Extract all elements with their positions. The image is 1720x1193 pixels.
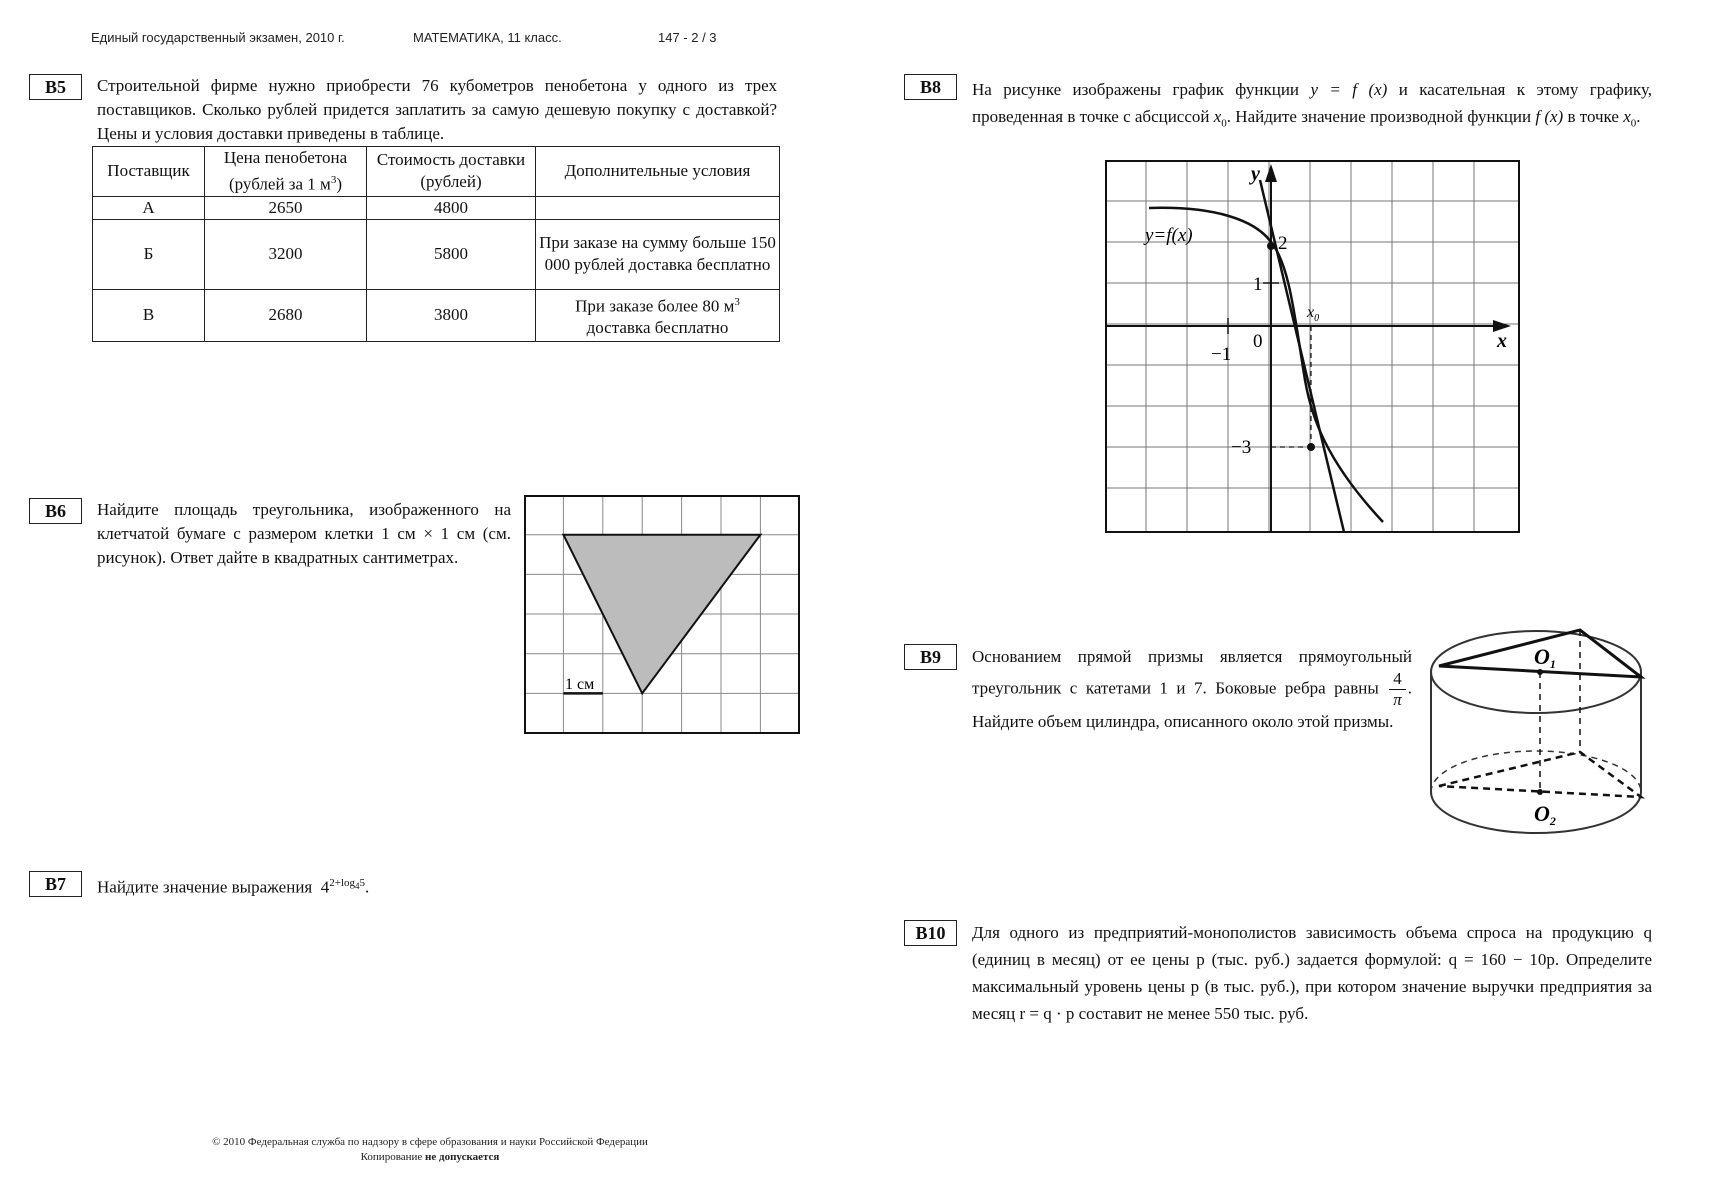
table-row [93,196,780,219]
table-header: Цена пенобетона (рублей за 1 $м^3$) [205,147,367,197]
table-cell: При заказе на сумму больше 150 000 рублей доставка бесплатно [536,219,780,289]
table-cell: При заказе более 80 $м^3$ доставка бесплатно [536,289,780,341]
label-b10: B10 [904,920,957,946]
scale-label: 1 см [565,676,595,693]
table-cell: В [93,289,205,341]
label-b9: B9 [904,644,957,670]
b6-text: Найдите площадь треугольника, изображенного на клетчатой бумаге с размером клетки 1 см × 1 см (см. рисунок). Ответ дайте в квадратных сантиметрах. [97,500,511,567]
b6-grid-figure [524,495,800,734]
tick-2: 2 [1278,233,1288,254]
origin-label: 0 [1253,331,1263,352]
footer [100,1135,760,1165]
x-axis-label: x [1497,330,1507,352]
table-row [93,219,780,289]
header-page: 147 - 2 / 3 [658,30,717,45]
tick-m3: −3 [1231,437,1252,458]
b8-function-graph [1105,160,1521,534]
table-cell: Б [93,219,205,289]
table-cell: А [93,196,205,219]
tick-1: 1 [1253,274,1263,295]
table-header: Дополнительные условия [536,147,780,197]
footer-copyright: © 2010 Федеральная служба по надзору в сфере образования и науки Российской Федерации [212,1136,648,1148]
b5-table [92,146,780,342]
tangent-line [1260,180,1344,532]
table-header: Поставщик [93,147,205,197]
func-label: y=f(x) [1145,225,1193,246]
table-cell: 3800 [367,289,536,341]
header-subject: МАТЕМАТИКА, 11 класс. [413,30,562,45]
table-row [93,289,780,341]
table-cell: 5800 [367,219,536,289]
table-header: Стоимость доставки (рублей) [367,147,536,197]
tangent-point [1307,443,1315,451]
label-b6: B6 [29,498,82,524]
o1-label: O1 [1534,644,1556,671]
graph-grid [1105,160,1519,532]
table-cell [536,196,780,219]
b9-text: Основанием прямой призмы является прямоугольный треугольник с катетами 1 и 7. Боковые ребра равны $\frac{4}{\pi}$ . Найдите объем цилиндра, описанного около этой призмы. [972,647,1412,731]
b7-text: Найдите значение выражения $4^{2+log_45}$. [97,877,370,897]
footer-copy-note: Копирование не допускается [360,1151,500,1163]
b8-text: На рисунке изображены график функции y = f (x) и касательная к этому графику, проведенная в точке с абсциссой $x_0$. Найдите значение производной функции f (x) в точке $x_0$. [972,80,1652,130]
b10-text: Для одного из предприятий-монополистов зависимость объема спроса на продукцию q (единиц в месяц) от ее цены p (тыс. руб.) задается формулой: q = 160 − 10p. Определите максимальный уровень цены p (в тыс. руб.), при котором значение выручки предприятия за месяц r = q · p составит не менее 550 тыс. руб. [972,923,1652,1023]
label-b5: B5 [29,74,82,100]
b9-cylinder-figure [1430,624,1650,842]
header-exam: Единый государственный экзамен, 2010 г. [91,30,345,45]
table-header-row [93,147,780,197]
table-cell: 2680 [205,289,367,341]
label-b8: B8 [904,74,957,100]
x0-label: $x_0$ [1307,304,1320,324]
o2-label: O2 [1534,801,1556,828]
table-cell: 2650 [205,196,367,219]
table-cell: 4800 [367,196,536,219]
label-b7: B7 [29,871,82,897]
tick-m1: −1 [1211,344,1232,365]
y-axis-label: y [1251,163,1260,185]
b5-text: Строительной фирме нужно приобрести 76 кубометров пенобетона у одного из трех поставщиков. Сколько рублей придется заплатить за самую дешевую покупку с доставкой? Цены и условия доставки приведены в таблице. [97,76,777,143]
table-cell: 3200 [205,219,367,289]
